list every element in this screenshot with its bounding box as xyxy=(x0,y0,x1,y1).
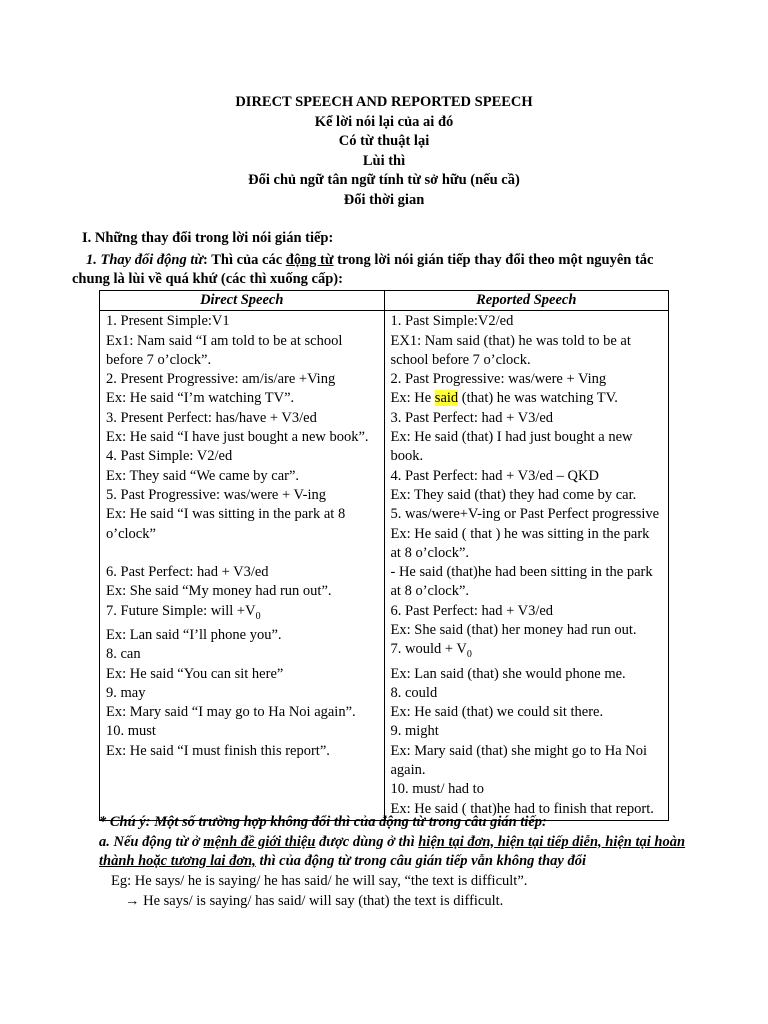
note-underlined: hiện tại đơn, hiện tại tiếp diễn, hiện tại hoàn thành hoặc tương lai đơn, xyxy=(99,833,686,869)
note-underlined: mệnh đề giới thiệu xyxy=(203,833,316,850)
table-line: Ex: They said (that) they had come by car. xyxy=(390,486,637,503)
note-text: thì của động từ trong câu gián tiếp vẫn không thay đổi xyxy=(255,853,586,869)
rule-underlined: động từ xyxy=(285,252,334,268)
title-line: Kể lời nói lại của ai đó xyxy=(314,113,454,130)
example-arrow-line: → He says/ is saying/ has said/ will say (that) the text is difficult. xyxy=(125,892,504,909)
table-line: 1. Present Simple:V1 xyxy=(106,313,230,330)
table-line: Ex: He said “I must finish this report”. xyxy=(106,742,330,759)
line-text: Ex: He xyxy=(390,390,435,407)
table-line: - He said (that)he had been sitting in the park at 8 o’clock”. xyxy=(390,564,653,600)
table-line: Ex: They said “We came by car”. xyxy=(106,467,300,484)
note-rule-a xyxy=(99,833,689,872)
table-line: 9. may xyxy=(106,684,146,701)
table-line: 3. Past Perfect: had + V3/ed xyxy=(390,409,554,426)
speech-table xyxy=(99,290,669,821)
table-line: 10. must xyxy=(106,723,156,740)
table-line: 4. Past Simple: V2/ed xyxy=(106,448,233,465)
table-line: Ex: She said “My money had run out”. xyxy=(106,583,332,600)
table-line: 10. must/ had to xyxy=(390,781,484,798)
highlighted-word: said xyxy=(434,390,459,407)
table-line: Ex: He said ( that)he had to finish that report. xyxy=(390,800,654,817)
table-line: Ex: He said “I have just bought a new book”. xyxy=(106,429,369,446)
table-line: 7. would + $V_0$ xyxy=(390,641,472,661)
table-line: EX1: Nam said (that) he was told to be at school before 7 o’clock. xyxy=(390,332,631,368)
header-direct: Direct Speech xyxy=(100,291,385,311)
example-block xyxy=(111,872,527,911)
table-line: 6. Past Perfect: had + V3/ed xyxy=(106,564,269,581)
table-line: Ex: Mary said “I may go to Ha Noi again”. xyxy=(106,704,356,721)
table-line: Ex: He said ( that ) he was sitting in the park at 8 o’clock”. xyxy=(390,525,650,561)
table-header-row xyxy=(100,291,669,311)
title-line: Có từ thuật lại xyxy=(338,133,430,149)
rule-paragraph xyxy=(72,251,692,289)
header-reported: Reported Speech xyxy=(384,291,669,311)
table-line: Ex1: Nam said “I am told to be at school before 7 o’clock”. xyxy=(106,332,343,368)
table-line: Ex: He said “I’m watching TV”. xyxy=(106,390,295,407)
table-line: 4. Past Perfect: had + V3/ed – QKD xyxy=(390,467,599,484)
rule-number: 1. Thay đổi động từ xyxy=(86,252,204,268)
table-line: Ex: He said “You can sit here” xyxy=(106,665,284,682)
table-line: 9. might xyxy=(390,723,439,740)
table-line: 2. Past Progressive: was/were + Ving xyxy=(390,371,607,388)
document-title: DIRECT SPEECH AND REPORTED SPEECH xyxy=(235,94,533,110)
table-line: Ex: She said (that) her money had run out. xyxy=(390,622,637,639)
reported-speech-cell xyxy=(384,311,669,821)
title-line: Đổi thời gian xyxy=(343,191,425,208)
table-row xyxy=(100,311,669,821)
direct-speech-cell xyxy=(100,311,385,821)
table-line: 7. Future Simple: will $+V_0$ xyxy=(106,602,261,622)
table-line: 5. Past Progressive: was/were + V-ing xyxy=(106,486,327,503)
title-line: Đổi chủ ngữ tân ngữ tính từ sở hữu (nếu cầ) xyxy=(248,172,520,188)
table-line: Ex: Lan said (that) she would phone me. xyxy=(390,665,626,682)
table-line: 3. Present Perfect: has/have + V3/ed xyxy=(106,409,317,426)
table-line: Ex: Mary said (that) she might go to Ha Noi again. xyxy=(390,742,648,779)
table-line xyxy=(106,544,378,563)
subscript: 0 xyxy=(255,610,261,622)
table-line: Ex: Lan said “I’ll phone you”. xyxy=(106,626,282,643)
table-line: 8. could xyxy=(390,684,438,701)
rule-text: : Thì của các xyxy=(203,252,286,268)
section-heading: I. Những thay đổi trong lời nói gián tiếp: xyxy=(82,230,334,246)
table-line: 8. can xyxy=(106,646,141,663)
table-line: 6. Past Perfect: had + V3/ed xyxy=(390,602,554,619)
title-line: Lùi thì xyxy=(362,152,406,169)
table-line: 5. was/were+V-ing or Past Perfect progressive xyxy=(390,506,660,523)
note-text: được dùng ở thì xyxy=(315,833,419,850)
table-line: 1. Past Simple:V2/ed xyxy=(390,313,514,330)
subscript: 0 xyxy=(466,649,472,661)
table-line: Ex: He said (that) I had just bought a new book. xyxy=(390,429,633,465)
note-title: * Chú ý: Một số trường hợp không đổi thì của động từ trong câu gián tiếp: xyxy=(99,814,547,830)
rule-text: trong lời nói gián tiếp thay đổi theo một nguyên tắc chung là lùi về quá khứ (các thì xuống cấp): xyxy=(72,252,654,287)
line-text: (that) he was watching TV. xyxy=(458,390,618,407)
table-line: 2. Present Progressive: am/is/are +Ving xyxy=(106,371,336,388)
example-line: Eg: He says/ he is saying/ he has said/ he will say, “the text is difficult”. xyxy=(111,873,528,889)
table-line: Ex: He said “I was sitting in the park at 8 o’clock” xyxy=(106,506,346,542)
title-block xyxy=(0,93,768,210)
note-block xyxy=(99,813,689,872)
note-text: a. Nếu động từ ở xyxy=(99,833,204,850)
table-line: Ex: He said (that) we could sit there. xyxy=(390,704,604,721)
table-line xyxy=(391,389,663,408)
